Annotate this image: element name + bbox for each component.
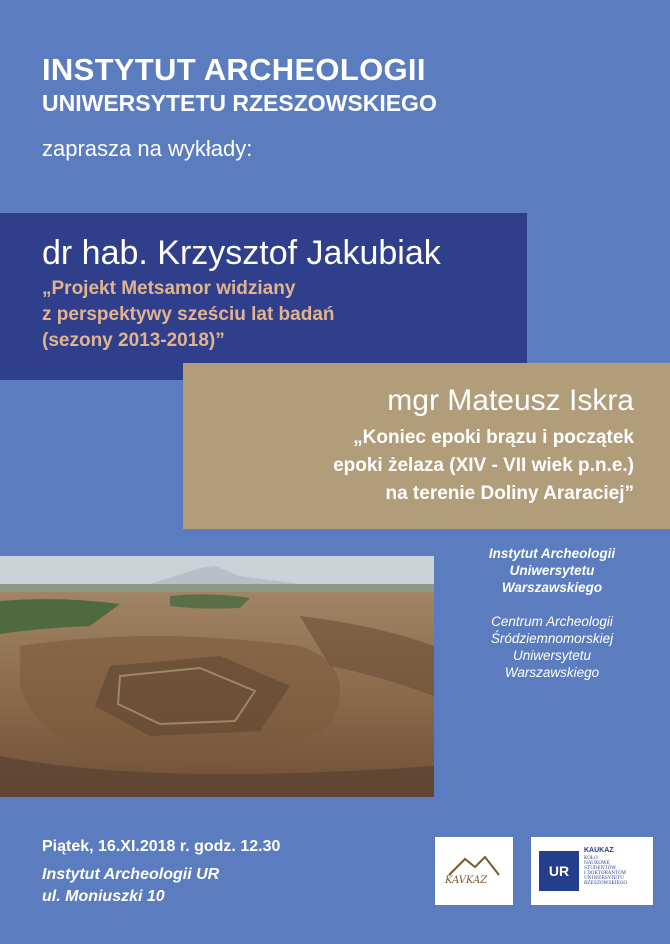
kavkaz-logo bbox=[435, 837, 513, 905]
lecture1-title bbox=[42, 276, 335, 354]
organizer-line: Śródziemnomorskiej bbox=[490, 631, 614, 646]
lecture1-speaker: dr hab. Krzysztof Jakubiak bbox=[42, 234, 441, 272]
university-title: UNIWERSYTETU RZESZOWSKIEGO bbox=[42, 90, 437, 116]
excavation-photo bbox=[0, 556, 434, 797]
ur-logo-subtitle-line: RZESZOWSKIEGO bbox=[584, 881, 628, 886]
organizer-line: Warszawskiego bbox=[504, 665, 600, 680]
ur-logo-subtitle bbox=[584, 856, 650, 886]
organizer-line: Instytut Archeologii bbox=[488, 546, 616, 561]
event-address: ul. Moniuszki 10 bbox=[42, 888, 165, 905]
ur-logo-subtitle-line: STUDENTÓW bbox=[584, 866, 617, 871]
organizer-line: Uniwersytetu bbox=[509, 563, 595, 578]
lecture1-title-line: (sezony 2013-2018)” bbox=[42, 330, 225, 351]
ur-logo-mark: UR bbox=[539, 851, 579, 891]
lecture2-speaker: mgr Mateusz Iskra bbox=[387, 384, 634, 417]
ur-logo-subtitle-line: UNIWERSYTETU bbox=[584, 876, 624, 881]
lecture1-title-line: „Projekt Metsamor widziany bbox=[42, 278, 296, 299]
ur-logo-subtitle-line: I DOKTORANTÓW bbox=[584, 871, 627, 876]
ur-logo-label: KAUKAZ bbox=[584, 847, 614, 854]
ur-logo-subtitle-line: KOŁO bbox=[584, 856, 598, 861]
organizer-line: Warszawskiego bbox=[501, 580, 603, 595]
ur-logo-subtitle-line: NAUKOWE bbox=[584, 861, 610, 866]
organizer-warsaw-institute bbox=[447, 545, 657, 596]
kavkaz-logo-text: KAVKAZ bbox=[445, 875, 488, 886]
institute-title: INSTYTUT ARCHEOLOGII bbox=[42, 52, 426, 87]
lecture2-title bbox=[333, 424, 634, 508]
lecture2-title-line: na terenie Doliny Araraciej” bbox=[385, 483, 634, 504]
lecture2-title-line: „Koniec epoki brązu i początek bbox=[353, 427, 634, 448]
lecture2-title-line: epoki żelaza (XIV - VII wiek p.n.e.) bbox=[333, 455, 634, 476]
invitation-text: zaprasza na wykłady: bbox=[42, 136, 253, 161]
event-venue: Instytut Archeologii UR bbox=[42, 866, 220, 883]
lecture1-title-line: z perspektywy sześciu lat badań bbox=[42, 304, 335, 325]
organizer-line: Uniwersytetu bbox=[512, 648, 592, 663]
ur-student-club-logo bbox=[531, 837, 653, 905]
organizer-mediterranean-centre bbox=[447, 613, 657, 681]
event-date-time: Piątek, 16.XI.2018 r. godz. 12.30 bbox=[42, 838, 281, 855]
organizer-line: Centrum Archeologii bbox=[491, 614, 613, 629]
